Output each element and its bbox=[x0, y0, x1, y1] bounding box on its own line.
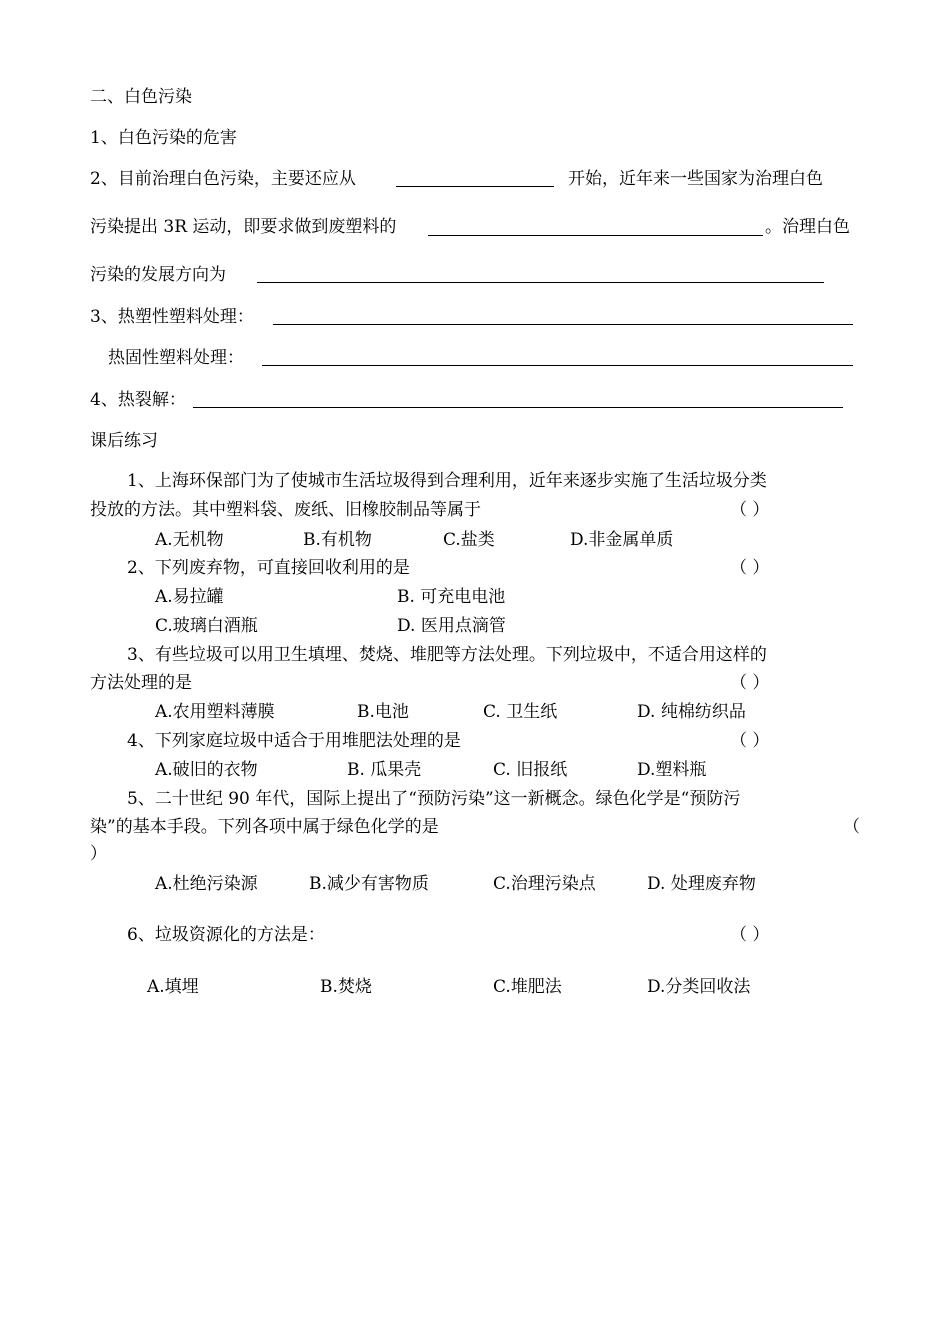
q4-option-a[interactable]: A.破旧的衣物 bbox=[155, 760, 258, 780]
q3-option-b[interactable]: B.电池 bbox=[357, 702, 409, 722]
item-1: 1、白色污染的危害 bbox=[90, 128, 237, 148]
q1-option-b[interactable]: B.有机物 bbox=[303, 530, 372, 550]
q5-line-1: 5、二十世纪 90 年代，国际上提出了“预防污染”这一新概念。绿色化学是“预防污 bbox=[127, 789, 741, 809]
fill-blank-1[interactable] bbox=[396, 186, 554, 187]
q6-option-b[interactable]: B.焚烧 bbox=[320, 977, 372, 997]
q4-option-b[interactable]: B. 瓜果壳 bbox=[347, 760, 422, 780]
q5-option-c[interactable]: C.治理污染点 bbox=[493, 874, 596, 894]
q6-option-a[interactable]: A.填埋 bbox=[147, 977, 199, 997]
q4-answer-paren[interactable]: （ ） bbox=[730, 731, 770, 751]
q1-option-d[interactable]: D.非金属单质 bbox=[570, 530, 674, 550]
q4-option-d[interactable]: D.塑料瓶 bbox=[637, 760, 707, 780]
q4-line-1: 4、下列家庭垃圾中适合于用堆肥法处理的是 bbox=[127, 731, 461, 751]
q5-answer-paren-close: ） bbox=[90, 844, 107, 864]
q1-line-2: 投放的方法。其中塑料袋、废纸、旧橡胶制品等属于 bbox=[90, 500, 481, 520]
q4-option-c[interactable]: C. 旧报纸 bbox=[493, 760, 568, 780]
q1-option-c[interactable]: C.盐类 bbox=[443, 530, 495, 550]
section-heading: 二、白色污染 bbox=[90, 87, 192, 107]
fill-blank-5[interactable] bbox=[262, 365, 853, 366]
q3-option-c[interactable]: C. 卫生纸 bbox=[483, 702, 558, 722]
item-3b-text: 热固性塑料处理： bbox=[108, 348, 244, 368]
fill-blank-4[interactable] bbox=[273, 324, 853, 325]
q6-answer-paren[interactable]: （ ） bbox=[730, 925, 770, 945]
item-2-text-a: 2、目前治理白色污染，主要还应从 bbox=[90, 169, 356, 189]
item-2-line3-text: 污染的发展方向为 bbox=[90, 265, 226, 285]
q2-option-c[interactable]: C.玻璃白酒瓶 bbox=[155, 616, 258, 636]
q1-option-a[interactable]: A.无机物 bbox=[155, 530, 224, 550]
q1-answer-paren[interactable]: （ ） bbox=[730, 500, 770, 520]
fill-blank-6[interactable] bbox=[193, 407, 843, 408]
fill-blank-2[interactable] bbox=[428, 235, 763, 236]
q3-line-1: 3、有些垃圾可以用卫生填埋、焚烧、堆肥等方法处理。下列垃圾中，不适合用这样的 bbox=[127, 645, 767, 665]
q1-line-1: 1、上海环保部门为了使城市生活垃圾得到合理利用，近年来逐步实施了生活垃圾分类 bbox=[127, 471, 767, 491]
q5-answer-paren-open[interactable]: （ bbox=[843, 817, 860, 837]
item-2-line2-text-b: 。治理白色 bbox=[765, 217, 850, 237]
q5-line-2: 染”的基本手段。下列各项中属于绿色化学的是 bbox=[90, 817, 439, 837]
q3-answer-paren[interactable]: （ ） bbox=[730, 673, 770, 693]
q5-option-d[interactable]: D. 处理废弃物 bbox=[647, 874, 756, 894]
q2-line-1: 2、下列废弃物，可直接回收利用的是 bbox=[127, 558, 410, 578]
exercises-heading: 课后练习 bbox=[90, 431, 158, 451]
item-2-line2-text-a: 污染提出 3R 运动，即要求做到废塑料的 bbox=[90, 217, 397, 237]
item-3-text: 3、热塑性塑料处理： bbox=[90, 307, 254, 327]
item-4-text: 4、热裂解： bbox=[90, 390, 186, 410]
q5-option-b[interactable]: B.减少有害物质 bbox=[309, 874, 429, 894]
q2-option-b[interactable]: B. 可充电电池 bbox=[397, 587, 506, 607]
q5-option-a[interactable]: A.杜绝污染源 bbox=[155, 874, 258, 894]
q2-answer-paren[interactable]: （ ） bbox=[730, 558, 770, 578]
item-2-text-b: 开始，近年来一些国家为治理白色 bbox=[568, 169, 823, 189]
q3-line-2: 方法处理的是 bbox=[90, 673, 192, 693]
q3-option-a[interactable]: A.农用塑料薄膜 bbox=[155, 702, 275, 722]
q6-option-c[interactable]: C.堆肥法 bbox=[493, 977, 562, 997]
q6-line-1: 6、垃圾资源化的方法是： bbox=[127, 925, 325, 945]
q6-option-d[interactable]: D.分类回收法 bbox=[647, 977, 751, 997]
fill-blank-3[interactable] bbox=[257, 282, 824, 283]
q2-option-a[interactable]: A.易拉罐 bbox=[155, 587, 224, 607]
q2-option-d[interactable]: D. 医用点滴管 bbox=[397, 616, 506, 636]
q3-option-d[interactable]: D. 纯棉纺织品 bbox=[637, 702, 746, 722]
